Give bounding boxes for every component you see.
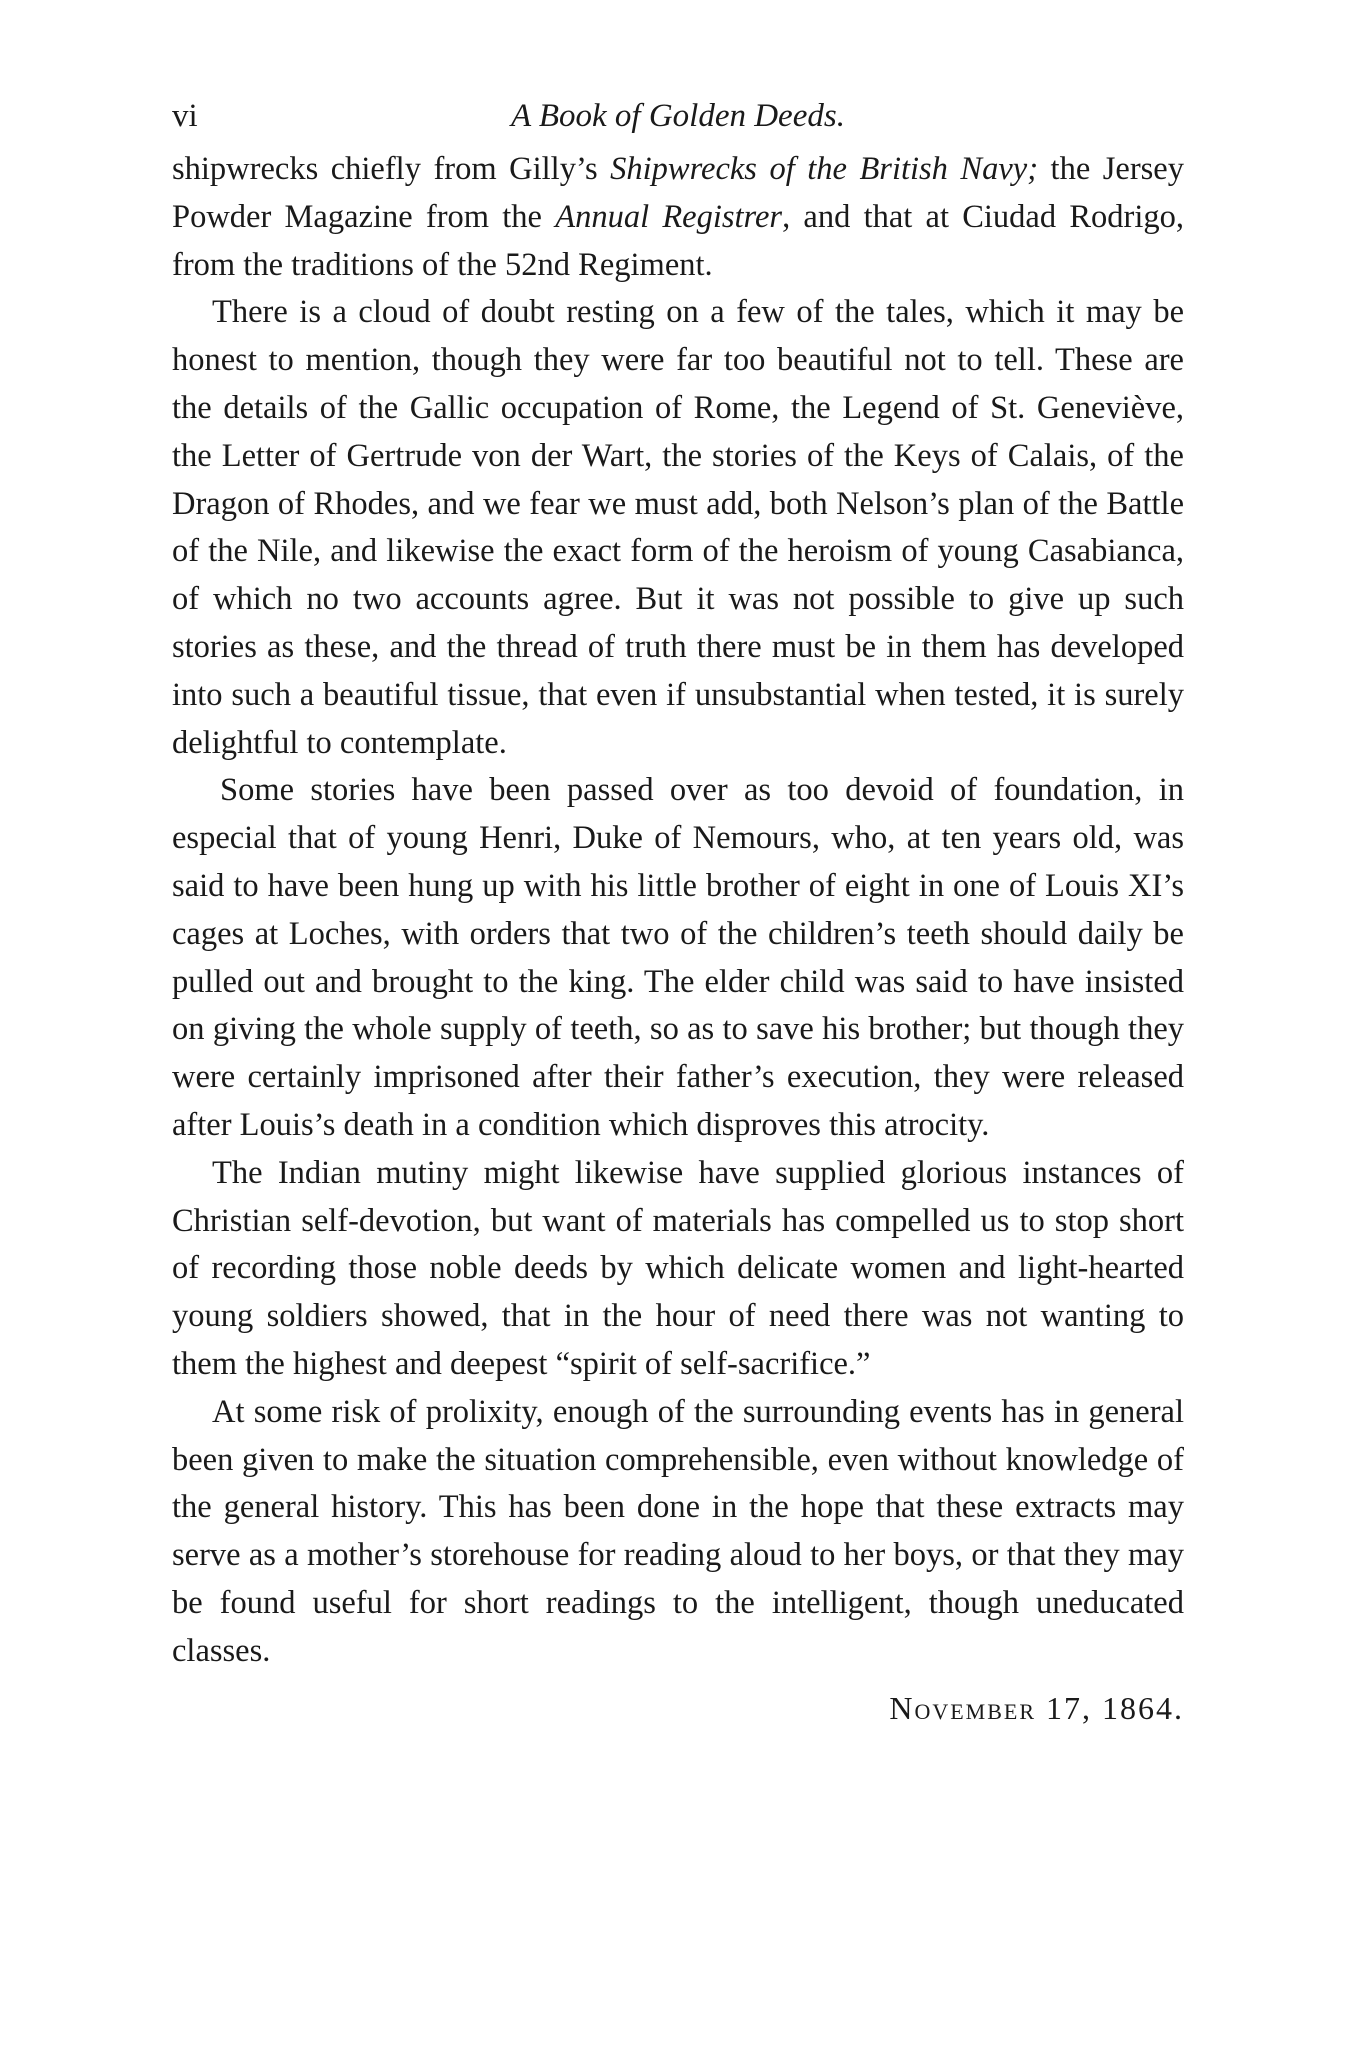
paragraph-3: Some stories have been passed over as too devoid of foundation, in especial that of young Henri, Duke of Nemours, who, at ten years old, was said to have been hung up with his little brother of eight in one of Louis XI’s cages at Loches, with orders that two of the children’s teeth should daily be pulled out and brought to the king. The elder child was said to have insisted on giving the whole supply of teeth, so as to save his brother; but though they were certainly imprisoned after their father’s execution, they were released after Louis’s death in a condition which disproves this atrocity. — [172, 772, 1184, 1143]
annual-register-title: Annual Registrer — [555, 198, 783, 235]
page — [172, 88, 1184, 1732]
date-signature: November 17, 1864. — [889, 1689, 1184, 1726]
paragraph-5: At some risk of prolixity, enough of the surrounding events has in general been given to make the situation comprehensible, even without knowledge of the general history. This has been done in the hope that these extracts may serve as a mother’s storehouse for reading aloud to her boys, or that they may be found useful for short readings to the intelligent, though uneducated classes. — [172, 1393, 1184, 1669]
paragraph-1-mid: the Jersey Powder Magazine from the — [172, 151, 1184, 235]
page-number: vi — [172, 98, 198, 134]
paragraph-4: The Indian mutiny might likewise have supplied glorious instances of Christian self-devotion, but want of materials has compelled us to stop short of recording those noble deeds by which delicate women and light-hearted young soldiers showed, that in the hour of need there was not wanting to them the highest and deepest “spirit of self-sacrifice.” — [172, 1154, 1184, 1382]
book-title: A Book of Golden Deeds. — [511, 98, 845, 134]
paragraph-1-post: , and that at Ciudad Rodrigo, from the traditions of the 52nd Regiment. — [172, 198, 1184, 283]
body-text — [172, 146, 1184, 1732]
running-head — [172, 88, 1184, 144]
paragraph-1-pre: shipwrecks chiefly from Gilly’s — [172, 151, 611, 187]
paragraph-2: There is a cloud of doubt resting on a few of the tales, which it may be honest to mention, though they were far too beautiful not to tell. These are the details of the Gallic occupation of Rome, the Legend of St. Geneviève, the Letter of Gertrude von der Wart, the stories of the Keys of Calais, of the Dragon of Rhodes, and we fear we must add, both Nelson’s plan of the Battle of the Nile, and likewise the exact form of the heroism of young Casabianca, of which no two accounts agree. But it was not possible to give up such stories as these, and the thread of truth there must be in them has developed into such a beautiful tissue, that even if unsubstantial when tested, it is surely delightful to contemplate. — [172, 294, 1184, 761]
paragraph-1 — [172, 146, 1184, 289]
shipwrecks-title: Shipwrecks of the British Navy; — [610, 151, 1039, 187]
